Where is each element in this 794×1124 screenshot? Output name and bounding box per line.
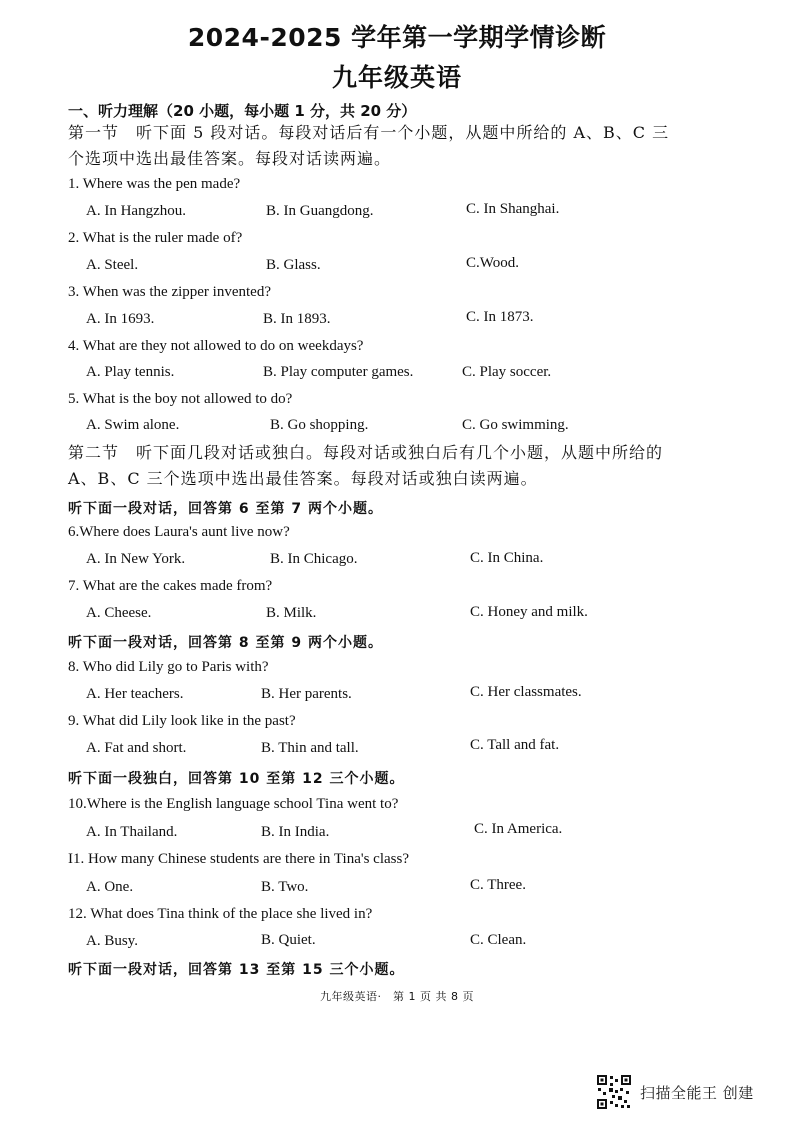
scanner-watermark-text: 扫描全能王 创建 [640,1083,754,1102]
question-10-option-c: C. In America. [474,821,563,837]
question-1-option-b: B. In Guangdong. [266,203,374,219]
question-5-option-b: B. Go shopping. [270,417,369,433]
page-title: 2024-2025 学年第一学期学情诊断 [187,23,607,52]
question-3-option-b: B. In 1893. [263,311,331,327]
question-1-option-c: C. In Shanghai. [466,201,560,217]
question-3-option-c: C. In 1873. [466,309,534,325]
question-7-option-b: B. Milk. [266,605,317,621]
question-2-option-b: B. Glass. [266,257,321,273]
question-11-option-b: B. Two. [261,879,309,895]
question-6-option-a: A. In New York. [86,551,186,567]
question-3: 3. When was the zipper invented? [68,284,271,300]
question-6: 6.Where does Laura's aunt live now? [68,524,290,540]
question-11-option-a: A. One. [86,879,134,895]
question-8-option-c: C. Her classmates. [470,684,582,700]
question-9-option-a: A. Fat and short. [86,740,187,756]
page-subtitle: 九年级英语 [331,63,462,92]
question-4-option-c: C. Play soccer. [462,364,552,380]
question-6-option-b: B. In Chicago. [270,551,358,567]
qr-code-icon [596,1074,632,1110]
part1-instruction-line1: 第一节 听下面 5 段对话。每段对话后有一个小题，从题中所给的 A、B、C 三 [68,123,670,142]
question-4-option-a: A. Play tennis. [86,364,175,380]
question-8-option-a: A. Her teachers. [86,686,184,702]
question-8: 8. Who did Lily go to Paris with? [68,659,269,675]
question-2-option-c: C.Wood. [466,255,519,271]
question-10-option-b: B. In India. [261,824,330,840]
section-heading-listening: 一、听力理解（20 小题，每小题 1 分，共 20 分） [68,102,417,120]
question-5-option-a: A. Swim alone. [86,417,180,433]
part2-instruction-line2: A、B、C 三个选项中选出最佳答案。每段对话或独白读两遍。 [68,469,538,488]
question-2: 2. What is the ruler made of? [68,230,243,246]
question-7-option-a: A. Cheese. [86,605,152,621]
listening-note-10-12: 听下面一段独白，回答第 10 至第 12 三个小题。 [68,771,405,787]
listening-note-8-9: 听下面一段对话，回答第 8 至第 9 两个小题。 [68,635,383,651]
page-footer: 九年级英语· 第 1 页 共 8 页 [320,990,474,1003]
question-12-option-c: C. Clean. [470,932,527,948]
question-4-option-b: B. Play computer games. [263,364,414,380]
question-1: 1. Where was the pen made? [68,176,241,192]
question-7: 7. What are the cakes made from? [68,578,273,594]
question-1-option-a: A. In Hangzhou. [86,203,186,219]
question-12: 12. What does Tina think of the place she lived in? [68,906,373,922]
part1-instruction-line2: 个选项中选出最佳答案。每段对话读两遍。 [68,149,392,168]
part2-instruction-line1: 第二节 听下面几段对话或独白。每段对话或独白后有几个小题，从题中所给的 [68,443,664,462]
question-12-option-b: B. Quiet. [261,932,316,948]
question-2-option-a: A. Steel. [86,257,139,273]
question-6-option-c: C. In China. [470,550,544,566]
question-9-option-c: C. Tall and fat. [470,737,560,753]
listening-note-13-15: 听下面一段对话，回答第 13 至第 15 三个小题。 [68,962,405,978]
question-4: 4. What are they not allowed to do on weekdays? [68,338,364,354]
listening-note-6-7: 听下面一段对话，回答第 6 至第 7 两个小题。 [68,501,383,517]
question-9-option-b: B. Thin and tall. [261,740,359,756]
question-10-option-a: A. In Thailand. [86,824,178,840]
question-3-option-a: A. In 1693. [86,311,155,327]
question-11: I1. How many Chinese students are there in Tina's class? [68,851,409,867]
question-7-option-c: C. Honey and milk. [470,604,588,620]
question-12-option-a: A. Busy. [86,933,138,949]
question-9: 9. What did Lily look like in the past? [68,713,296,729]
question-5: 5. What is the boy not allowed to do? [68,391,293,407]
scanner-watermark [596,1074,754,1110]
question-8-option-b: B. Her parents. [261,686,352,702]
question-10: 10.Where is the English language school Tina went to? [68,796,399,812]
question-11-option-c: C. Three. [470,877,526,893]
question-5-option-c: C. Go swimming. [462,417,569,433]
